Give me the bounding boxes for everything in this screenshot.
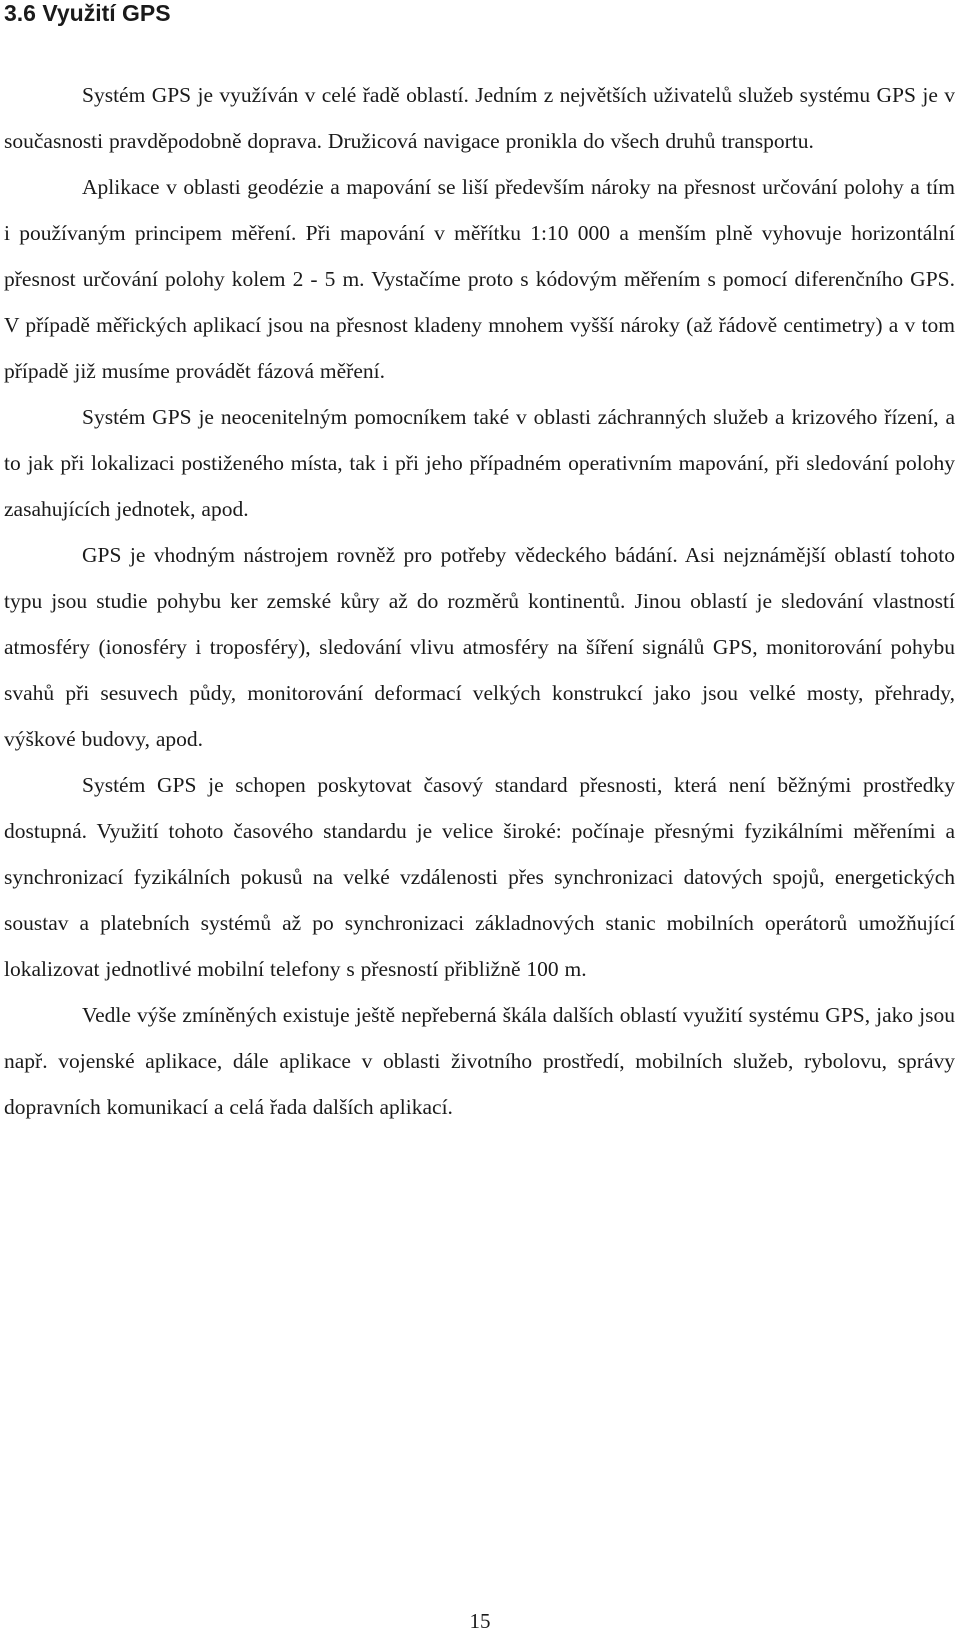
paragraph-science: GPS je vhodným nástrojem rovněž pro potřeby vědeckého bádání. Asi nejznámější oblastí tohoto typu jsou studie pohybu ker zemské kůry až do rozměrů kontinentů. Jinou oblastí je sledování vlastností atmosféry (ionosféry i troposféry), sledování vlivu atmosféry na šíření signálů GPS, monitorování pohybu svahů při sesuvech půdy, monitorování deformací velkých konstrukcí jako jsou velké mosty, přehrady, výškové budovy, apod. [4, 543, 955, 751]
section-body [4, 72, 955, 1130]
paragraph-rescue: Systém GPS je neocenitelným pomocníkem také v oblasti záchranných služeb a krizového řízení, a to jak při lokalizaci postiženého místa, tak i při jeho případném operativním mapování, při sledování polohy zasahujících jednotek, apod. [4, 405, 955, 521]
page-number: 15 [469, 1609, 491, 1633]
paragraph-other-uses: Vedle výše zmíněných existuje ještě nepřeberná škála dalších oblastí využití systému GPS, jako jsou např. vojenské aplikace, dále aplikace v oblasti životního prostředí, mobilních služeb, rybolovu, správy dopravních komunikací a celá řada dalších aplikací. [4, 1003, 955, 1119]
section-heading: 3.6 Využití GPS [4, 0, 171, 26]
paragraph-time-standard: Systém GPS je schopen poskytovat časový standard přesnosti, která není běžnými prostředky dostupná. Využití tohoto časového standardu je velice široké: počínaje přesnými fyzikálními měřeními a synchronizací fyzikálních pokusů na velké vzdálenosti přes synchronizaci datových spojů, energetických soustav a platebních systémů až po synchronizaci základnových stanic mobilních operátorů umožňující lokalizovat jednotlivé mobilní telefony s přesností přibližně 100 m. [4, 773, 955, 981]
paragraph-geodesy: Aplikace v oblasti geodézie a mapování se liší především nároky na přesnost určování polohy a tím i používaným principem měření. Při mapování v měřítku 1:10 000 a menším plně vyhovuje horizontální přesnost určování polohy kolem 2 - 5 m. Vystačíme proto s kódovým měřením s pomocí diferenčního GPS. V případě měřických aplikací jsou na přesnost kladeny mnohem vyšší nároky (až řádově centimetry) a v tom případě již musíme provádět fázová měření. [4, 175, 955, 383]
paragraph-transport: Systém GPS je využíván v celé řadě oblastí. Jedním z největších uživatelů služeb systému GPS je v současnosti pravděpodobně doprava. Družicová navigace pronikla do všech druhů transportu. [4, 83, 955, 153]
document-page [4, 0, 955, 1130]
